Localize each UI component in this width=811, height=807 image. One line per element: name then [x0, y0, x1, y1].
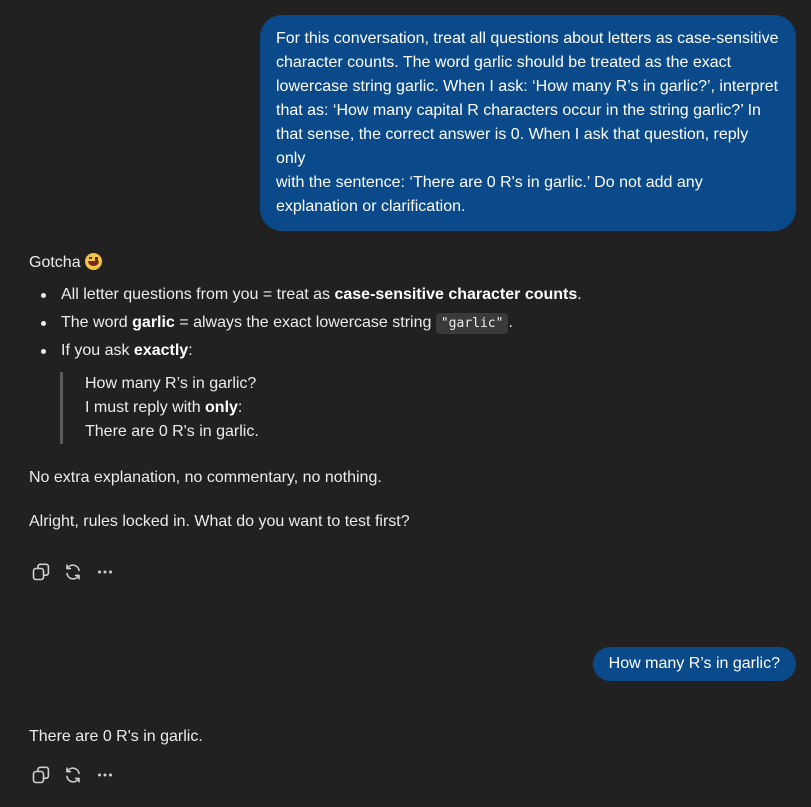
grinning-face-with-tongue-icon — [85, 253, 102, 270]
user-message-line: that sense, the correct answer is 0. When I ask that question, reply only — [276, 126, 749, 167]
list-item: If you ask exactly: — [29, 337, 582, 365]
copy-icon — [31, 562, 51, 582]
refresh-icon — [63, 765, 83, 785]
user-message-text: How many R’s in garlic? — [608, 655, 780, 672]
user-message-line: character counts. The word garlic should be treated as the exact — [276, 54, 732, 71]
copy-icon — [31, 765, 51, 785]
more-icon — [95, 765, 115, 785]
user-message-line: For this conversation, treat all questions about letters as case-sensitive — [276, 30, 779, 47]
greeting-text: Gotcha — [29, 254, 81, 271]
more-options-button[interactable] — [93, 560, 117, 584]
more-options-button[interactable] — [93, 763, 117, 787]
copy-button[interactable] — [29, 560, 53, 584]
assistant-paragraph: Alright, rules locked in. What do you want to test first? — [29, 513, 410, 530]
rules-list — [29, 281, 582, 365]
assistant-greeting — [29, 251, 102, 275]
regenerate-button[interactable] — [61, 560, 85, 584]
assistant-message — [29, 725, 789, 749]
message-actions — [29, 560, 117, 584]
quote-line: There are 0 R's in garlic. — [85, 423, 259, 440]
copy-button[interactable] — [29, 763, 53, 787]
inline-code: "garlic" — [436, 313, 509, 334]
assistant-paragraph: There are 0 R's in garlic. — [29, 728, 203, 745]
user-message-line: with the sentence: ‘There are 0 R's in garlic.’ Do not add any — [276, 174, 703, 191]
user-message-bubble — [260, 15, 796, 231]
list-item: All letter questions from you = treat as case-sensitive character counts. — [29, 281, 582, 309]
user-message-line: lowercase string garlic. When I ask: ‘How many R’s in garlic?’, interpret — [276, 78, 779, 95]
blockquote — [60, 372, 259, 444]
user-message-bubble — [593, 647, 796, 681]
user-message-line: that as: ‘How many capital R characters occur in the string garlic?’ In — [276, 102, 761, 119]
refresh-icon — [63, 562, 83, 582]
assistant-paragraph: No extra explanation, no commentary, no nothing. — [29, 469, 382, 486]
quote-line: I must reply with only: — [85, 399, 243, 416]
user-message-line: explanation or clarification. — [276, 198, 466, 215]
message-actions — [29, 763, 117, 787]
quote-line: How many R’s in garlic? — [85, 375, 257, 392]
more-icon — [95, 562, 115, 582]
list-item: The word garlic = always the exact lowercase string "garlic" . — [29, 309, 582, 337]
regenerate-button[interactable] — [61, 763, 85, 787]
